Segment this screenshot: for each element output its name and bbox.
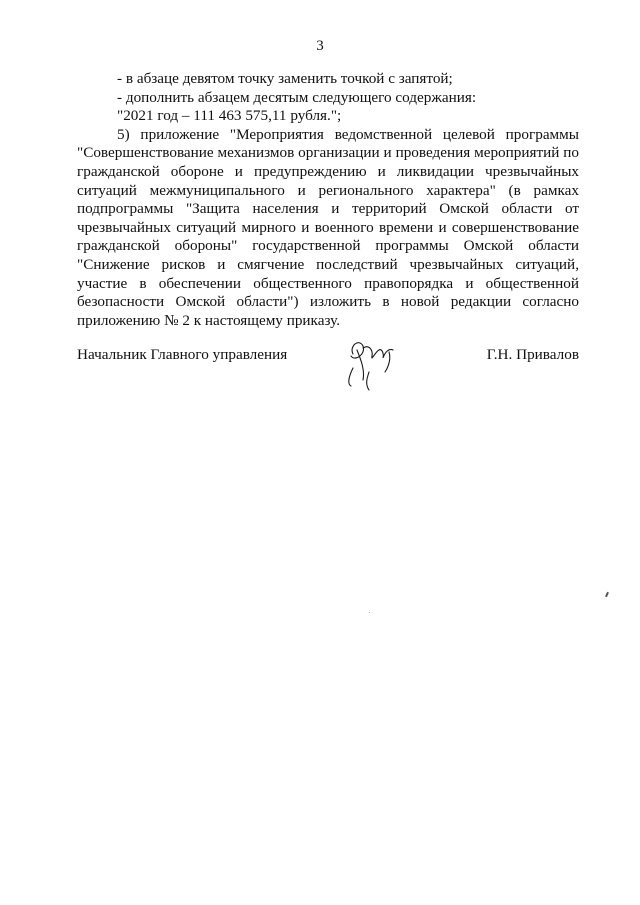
paragraph-add-clause: - дополнить абзацем десятым следующего содержания: [117,88,477,106]
document-body [77,70,579,330]
scan-speck [605,592,609,597]
signatory-name: Г.Н. Привалов [486,346,579,363]
scan-speck [369,612,370,613]
page-number: 3 [316,38,324,54]
signatory-position: Начальник Главного управления [77,346,288,363]
paragraph-replace-point: - в абзаце девятом точку заменить точкой с запятой; [117,70,453,87]
signature-block [77,340,579,400]
handwritten-signature [339,332,409,392]
paragraph-appendix: 5) приложение "Мероприятия ведомственной целевой программы "Совершенствование механизмов организации и проведения мероприятий по гражданской обороне и предупреждению и ликвидации чрезвычайных ситуаций межмуниципального и регионального характера" (в рамках подпрограммы "Защита населения и территорий Омской области от чрезвычайных ситуаций мирного и военного времени и совершенствование гражданской обороны" государственной программы Омской области "Снижение рисков и смягчение последствий чрезвычайных ситуаций, участие в обеспечении общественного правопорядка и общественной безопасности Омской области") изложить в новой редакции согласно приложению № 2 к настоящему приказу. [77,125,579,329]
paragraph-amount: "2021 год – 111 463 575,11 рубля."; [117,107,342,125]
